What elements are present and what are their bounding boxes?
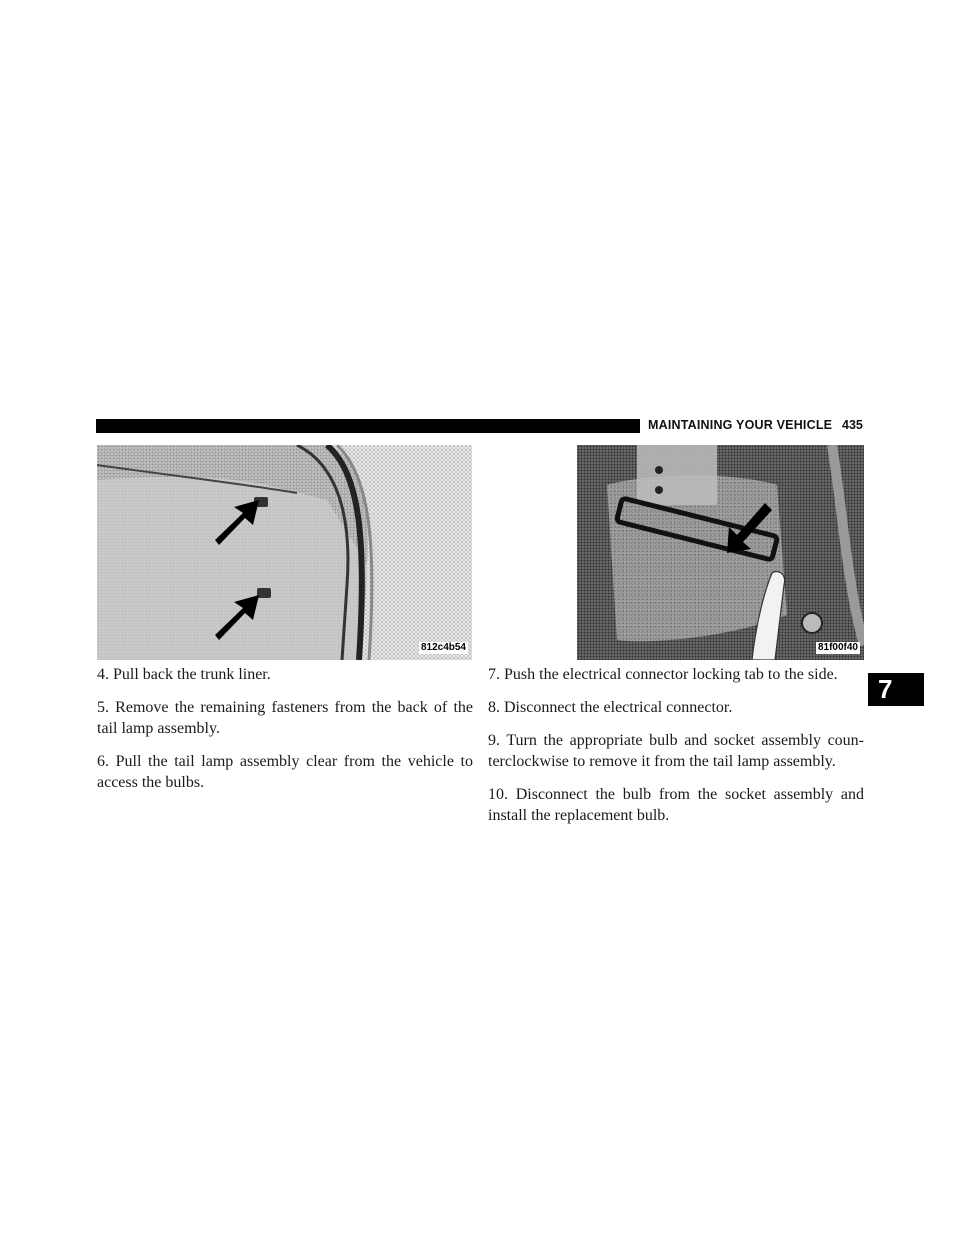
chapter-tab: 7 <box>868 673 924 706</box>
page-number: 435 <box>842 418 863 432</box>
header-rule <box>96 419 640 433</box>
connector-illustration-icon <box>577 445 864 660</box>
figure-code-right: 81f00f40 <box>817 642 858 653</box>
connector-tab-illustration <box>577 445 864 660</box>
trunk-fastener-illustration <box>97 445 472 660</box>
step-10: 10. Disconnect the bulb from the socket assembly and install the replacement bulb. <box>488 786 864 824</box>
trunk-illustration-icon <box>97 445 472 660</box>
step-6: 6. Pull the tail lamp assembly clear from the vehicle to access the bulbs. <box>97 753 473 791</box>
step-8: 8. Disconnect the electrical connector. <box>488 699 733 716</box>
right-column-steps <box>488 664 864 838</box>
step-4: 4. Pull back the trunk liner. <box>97 666 271 683</box>
figure-code-left: 812c4b54 <box>420 642 466 653</box>
left-column-steps <box>97 664 473 805</box>
page-section-title: MAINTAINING YOUR VEHICLE <box>648 418 833 432</box>
step-7: 7. Push the electrical connector locking tab to the side. <box>488 666 838 683</box>
step-9: 9. Turn the appropriate bulb and socket assembly coun-terclockwise to remove it from the tail lamp assembly. <box>488 732 864 770</box>
step-5: 5. Remove the remaining fasteners from the back of the tail lamp assembly. <box>97 699 473 737</box>
